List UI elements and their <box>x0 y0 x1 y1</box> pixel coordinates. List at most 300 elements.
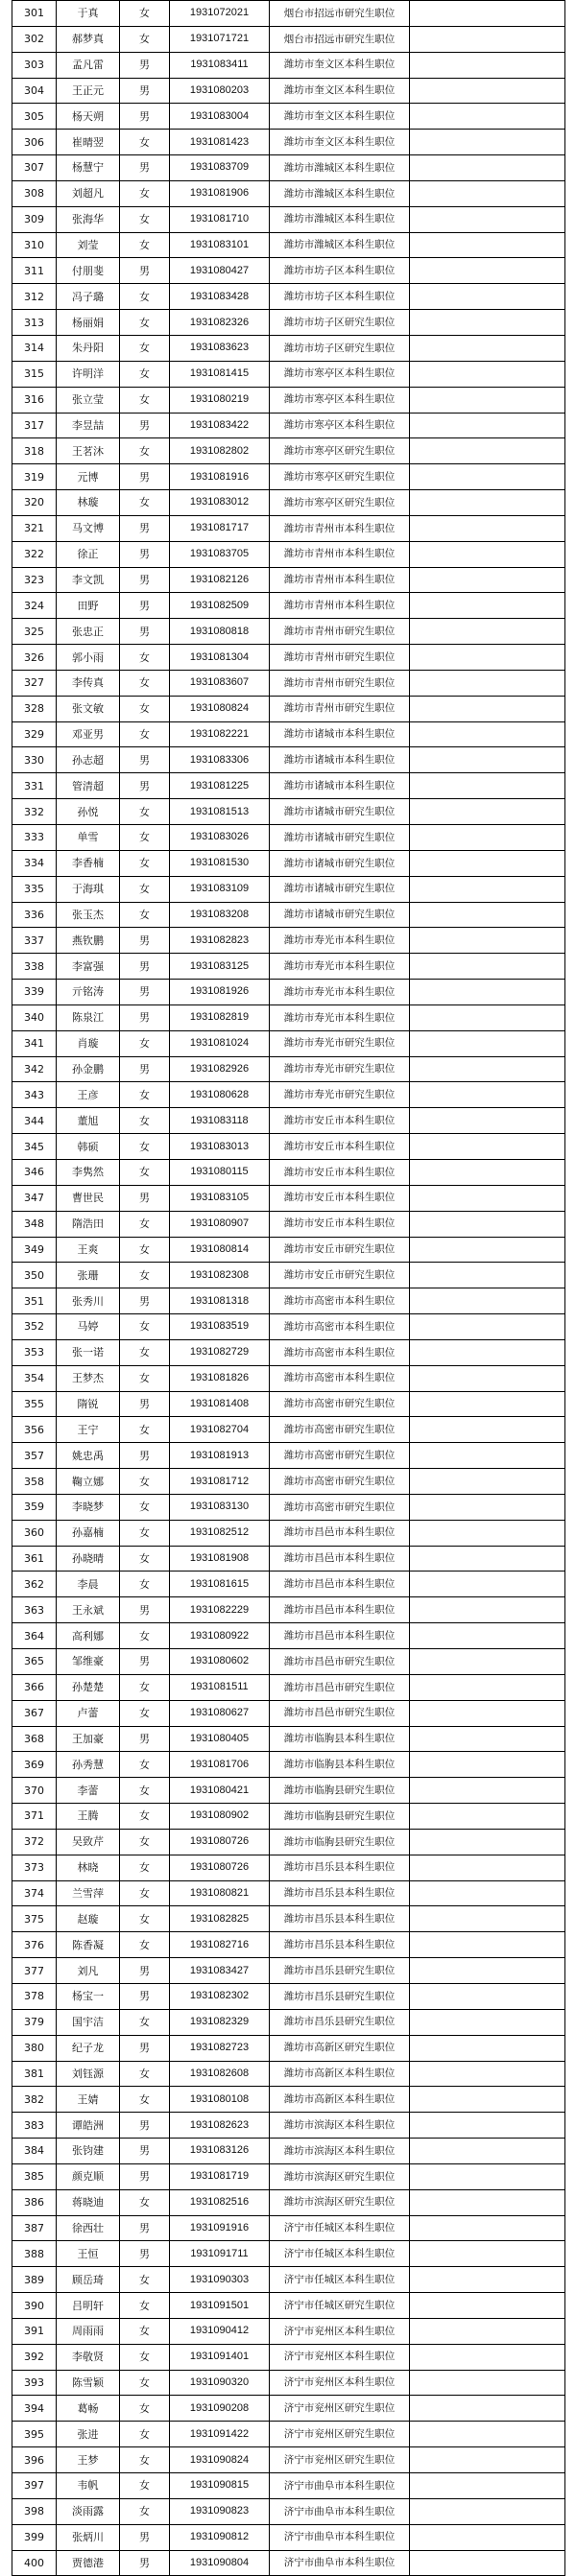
position-cell: 潍坊市寿光市本科生职位 <box>270 928 410 954</box>
table-row <box>12 1674 565 1700</box>
name-cell: 李文凯 <box>57 567 120 593</box>
seq-cell: 382 <box>12 2087 57 2113</box>
empty-cell <box>410 1494 565 1520</box>
empty-cell <box>410 130 565 155</box>
position-cell: 潍坊市安丘市本科生职位 <box>270 1134 410 1160</box>
position-cell: 潍坊市昌乐县研究生职位 <box>270 2009 410 2035</box>
table-row <box>12 2447 565 2473</box>
gender-cell: 女 <box>120 2447 170 2473</box>
gender-cell: 女 <box>120 1932 170 1958</box>
name-cell: 单雪 <box>57 825 120 851</box>
seq-cell: 363 <box>12 1597 57 1623</box>
exam-id-cell: 1931090804 <box>170 2550 270 2576</box>
table-row <box>12 2061 565 2087</box>
exam-id-cell: 1931090823 <box>170 2498 270 2524</box>
position-cell: 潍坊市寿光市本科生职位 <box>270 980 410 1005</box>
position-cell: 潍坊市奎文区本科生职位 <box>270 130 410 155</box>
empty-cell <box>410 2422 565 2447</box>
empty-cell <box>410 1674 565 1700</box>
name-cell: 朱丹阳 <box>57 335 120 361</box>
exam-id-cell: 1931080405 <box>170 1726 270 1752</box>
exam-id-cell: 1931082623 <box>170 2113 270 2139</box>
gender-cell: 女 <box>120 670 170 696</box>
seq-cell: 312 <box>12 284 57 310</box>
exam-id-cell: 1931091401 <box>170 2344 270 2370</box>
empty-cell <box>410 2318 565 2344</box>
table-row <box>12 1134 565 1160</box>
gender-cell: 女 <box>120 2422 170 2447</box>
seq-cell: 326 <box>12 645 57 671</box>
name-cell: 张立莹 <box>57 387 120 413</box>
exam-id-cell: 1931082329 <box>170 2009 270 2035</box>
name-cell: 郭小雨 <box>57 645 120 671</box>
gender-cell: 女 <box>120 335 170 361</box>
exam-id-cell: 1931082608 <box>170 2061 270 2087</box>
gender-cell: 男 <box>120 1983 170 2009</box>
gender-cell: 男 <box>120 2241 170 2267</box>
position-cell: 潍坊市安丘市本科生职位 <box>270 1159 410 1185</box>
seq-cell: 323 <box>12 567 57 593</box>
gender-cell: 女 <box>120 2087 170 2113</box>
table-row <box>12 26 565 52</box>
position-cell: 潍坊市昌邑市研究生职位 <box>270 1700 410 1726</box>
exam-id-cell: 1931080824 <box>170 696 270 721</box>
empty-cell <box>410 1365 565 1391</box>
position-cell: 潍坊市寿光市研究生职位 <box>270 1056 410 1082</box>
empty-cell <box>410 1932 565 1958</box>
exam-id-cell: 1931083607 <box>170 670 270 696</box>
seq-cell: 318 <box>12 438 57 464</box>
gender-cell: 男 <box>120 980 170 1005</box>
seq-cell: 314 <box>12 335 57 361</box>
exam-id-cell: 1931081712 <box>170 1469 270 1495</box>
name-cell: 冯子璐 <box>57 284 120 310</box>
name-cell: 马文博 <box>57 515 120 541</box>
exam-id-cell: 1931082326 <box>170 310 270 336</box>
position-cell: 济宁市曲阜市本科生职位 <box>270 2550 410 2576</box>
seq-cell: 372 <box>12 1829 57 1855</box>
table-row <box>12 2293 565 2319</box>
empty-cell <box>410 78 565 104</box>
name-cell: 李隽然 <box>57 1159 120 1185</box>
position-cell: 潍坊市青州市研究生职位 <box>270 619 410 645</box>
name-cell: 兰雪萍 <box>57 1880 120 1906</box>
empty-cell <box>410 1880 565 1906</box>
name-cell: 隋锐 <box>57 1391 120 1417</box>
seq-cell: 315 <box>12 361 57 387</box>
gender-cell: 女 <box>120 1339 170 1365</box>
name-cell: 周雨雨 <box>57 2318 120 2344</box>
table-row <box>12 876 565 902</box>
gender-cell: 女 <box>120 1804 170 1830</box>
position-cell: 潍坊市寒亭区本科生职位 <box>270 361 410 387</box>
table-row <box>12 619 565 645</box>
exam-id-cell: 1931083709 <box>170 155 270 181</box>
seq-cell: 348 <box>12 1211 57 1237</box>
name-cell: 许明洋 <box>57 361 120 387</box>
position-cell: 潍坊市诸城市研究生职位 <box>270 876 410 902</box>
exam-id-cell: 1931082729 <box>170 1339 270 1365</box>
position-cell: 潍坊市奎文区本科生职位 <box>270 52 410 78</box>
position-cell: 潍坊市临朐县研究生职位 <box>270 1804 410 1830</box>
gender-cell: 女 <box>120 2318 170 2344</box>
seq-cell: 338 <box>12 954 57 980</box>
exam-id-cell: 1931080219 <box>170 387 270 413</box>
table-row <box>12 1649 565 1675</box>
table-row <box>12 1597 565 1623</box>
gender-cell: 男 <box>120 928 170 954</box>
empty-cell <box>410 1134 565 1160</box>
name-cell: 刘超凡 <box>57 180 120 206</box>
seq-cell: 350 <box>12 1263 57 1288</box>
empty-cell <box>410 1649 565 1675</box>
table-row <box>12 1778 565 1804</box>
gender-cell: 女 <box>120 387 170 413</box>
table-row <box>12 155 565 181</box>
name-cell: 孙楚楚 <box>57 1674 120 1700</box>
empty-cell <box>410 954 565 980</box>
empty-cell <box>410 2267 565 2293</box>
empty-cell <box>410 1339 565 1365</box>
exam-id-cell: 1931081423 <box>170 130 270 155</box>
empty-cell <box>410 2396 565 2422</box>
position-cell: 潍坊市寿光市本科生职位 <box>270 954 410 980</box>
table-row <box>12 825 565 851</box>
empty-cell <box>410 387 565 413</box>
table-row <box>12 104 565 130</box>
empty-cell <box>410 2139 565 2164</box>
position-cell: 潍坊市诸城市本科生职位 <box>270 721 410 747</box>
position-cell: 潍坊市高密市研究生职位 <box>270 1391 410 1417</box>
empty-cell <box>410 2293 565 2319</box>
name-cell: 邹维豪 <box>57 1649 120 1675</box>
gender-cell: 女 <box>120 2344 170 2370</box>
exam-id-cell: 1931080421 <box>170 1778 270 1804</box>
table-row <box>12 1365 565 1391</box>
seq-cell: 373 <box>12 1855 57 1880</box>
seq-cell: 396 <box>12 2447 57 2473</box>
table-row <box>12 1494 565 1520</box>
gender-cell: 女 <box>120 2396 170 2422</box>
table-row <box>12 2241 565 2267</box>
empty-cell <box>410 1082 565 1108</box>
gender-cell: 女 <box>120 310 170 336</box>
name-cell: 颜克顺 <box>57 2163 120 2189</box>
table-row <box>12 1983 565 2009</box>
empty-cell <box>410 2344 565 2370</box>
name-cell: 张钧建 <box>57 2139 120 2164</box>
name-cell: 王梦杰 <box>57 1365 120 1391</box>
candidate-table-body <box>12 1 565 2576</box>
gender-cell: 女 <box>120 2473 170 2499</box>
empty-cell <box>410 490 565 516</box>
seq-cell: 394 <box>12 2396 57 2422</box>
position-cell: 潍坊市寒亭区本科生职位 <box>270 387 410 413</box>
exam-id-cell: 1931083118 <box>170 1108 270 1134</box>
position-cell: 潍坊市昌乐县研究生职位 <box>270 1983 410 2009</box>
table-row <box>12 1623 565 1649</box>
name-cell: 孙嘉楠 <box>57 1520 120 1546</box>
name-cell: 张进 <box>57 2422 120 2447</box>
seq-cell: 335 <box>12 876 57 902</box>
exam-id-cell: 1931080821 <box>170 1880 270 1906</box>
empty-cell <box>410 1159 565 1185</box>
seq-cell: 325 <box>12 619 57 645</box>
gender-cell: 男 <box>120 1649 170 1675</box>
gender-cell: 男 <box>120 619 170 645</box>
seq-cell: 367 <box>12 1700 57 1726</box>
empty-cell <box>410 2061 565 2087</box>
gender-cell: 女 <box>120 1855 170 1880</box>
exam-id-cell: 1931080726 <box>170 1829 270 1855</box>
table-row <box>12 2163 565 2189</box>
position-cell: 潍坊市临朐县本科生职位 <box>270 1752 410 1778</box>
exam-id-cell: 1931081717 <box>170 515 270 541</box>
empty-cell <box>410 413 565 438</box>
name-cell: 孙晓晴 <box>57 1546 120 1572</box>
seq-cell: 388 <box>12 2241 57 2267</box>
seq-cell: 342 <box>12 1056 57 1082</box>
name-cell: 谭皓洲 <box>57 2113 120 2139</box>
position-cell: 潍坊市昌邑市本科生职位 <box>270 1597 410 1623</box>
position-cell: 潍坊市高密市本科生职位 <box>270 1288 410 1314</box>
position-cell: 潍坊市潍城区本科生职位 <box>270 155 410 181</box>
seq-cell: 345 <box>12 1134 57 1160</box>
name-cell: 王加豪 <box>57 1726 120 1752</box>
gender-cell: 男 <box>120 1056 170 1082</box>
empty-cell <box>410 1443 565 1469</box>
position-cell: 潍坊市寒亭区研究生职位 <box>270 438 410 464</box>
exam-id-cell: 1931081916 <box>170 464 270 490</box>
gender-cell: 男 <box>120 258 170 284</box>
exam-id-cell: 1931080602 <box>170 1649 270 1675</box>
position-cell: 潍坊市寒亭区研究生职位 <box>270 490 410 516</box>
seq-cell: 378 <box>12 1983 57 2009</box>
exam-id-cell: 1931083126 <box>170 2139 270 2164</box>
gender-cell: 男 <box>120 773 170 799</box>
table-row <box>12 2396 565 2422</box>
empty-cell <box>410 232 565 258</box>
table-row <box>12 1726 565 1752</box>
name-cell: 张玉杰 <box>57 902 120 928</box>
exam-id-cell: 1931081826 <box>170 1365 270 1391</box>
gender-cell: 男 <box>120 2139 170 2164</box>
position-cell: 潍坊市诸城市本科生职位 <box>270 773 410 799</box>
empty-cell <box>410 310 565 336</box>
name-cell: 王宁 <box>57 1417 120 1443</box>
seq-cell: 301 <box>12 1 57 27</box>
exam-id-cell: 1931081908 <box>170 1546 270 1572</box>
position-cell: 潍坊市临朐县研究生职位 <box>270 1778 410 1804</box>
position-cell: 潍坊市诸城市研究生职位 <box>270 799 410 825</box>
table-row <box>12 747 565 773</box>
table-row <box>12 902 565 928</box>
gender-cell: 男 <box>120 1958 170 1984</box>
exam-id-cell: 1931083411 <box>170 52 270 78</box>
seq-cell: 329 <box>12 721 57 747</box>
empty-cell <box>410 1778 565 1804</box>
gender-cell: 女 <box>120 2370 170 2396</box>
exam-id-cell: 1931083125 <box>170 954 270 980</box>
empty-cell <box>410 747 565 773</box>
seq-cell: 365 <box>12 1649 57 1675</box>
seq-cell: 370 <box>12 1778 57 1804</box>
name-cell: 吕明轩 <box>57 2293 120 2319</box>
position-cell: 潍坊市高密市研究生职位 <box>270 1494 410 1520</box>
seq-cell: 347 <box>12 1185 57 1211</box>
seq-cell: 336 <box>12 902 57 928</box>
empty-cell <box>410 1108 565 1134</box>
gender-cell: 女 <box>120 721 170 747</box>
exam-id-cell: 1931082509 <box>170 593 270 619</box>
table-row <box>12 2189 565 2215</box>
table-row <box>12 593 565 619</box>
seq-cell: 398 <box>12 2498 57 2524</box>
gender-cell: 女 <box>120 1417 170 1443</box>
empty-cell <box>410 1597 565 1623</box>
name-cell: 淡雨露 <box>57 2498 120 2524</box>
name-cell: 王婧 <box>57 2087 120 2113</box>
gender-cell: 男 <box>120 1391 170 1417</box>
empty-cell <box>410 1546 565 1572</box>
exam-id-cell: 1931083705 <box>170 541 270 567</box>
gender-cell: 女 <box>120 130 170 155</box>
position-cell: 济宁市任城区本科生职位 <box>270 2267 410 2293</box>
seq-cell: 330 <box>12 747 57 773</box>
position-cell: 潍坊市滨海区研究生职位 <box>270 2163 410 2189</box>
empty-cell <box>410 567 565 593</box>
position-cell: 潍坊市昌邑市研究生职位 <box>270 1649 410 1675</box>
table-row <box>12 721 565 747</box>
table-row <box>12 52 565 78</box>
exam-id-cell: 1931081408 <box>170 1391 270 1417</box>
table-row <box>12 1030 565 1056</box>
seq-cell: 332 <box>12 799 57 825</box>
position-cell: 潍坊市安丘市研究生职位 <box>270 1237 410 1263</box>
gender-cell: 女 <box>120 1469 170 1495</box>
gender-cell: 女 <box>120 1134 170 1160</box>
table-row <box>12 2035 565 2061</box>
gender-cell: 男 <box>120 2163 170 2189</box>
seq-cell: 397 <box>12 2473 57 2499</box>
empty-cell <box>410 773 565 799</box>
table-row <box>12 670 565 696</box>
seq-cell: 385 <box>12 2163 57 2189</box>
empty-cell <box>410 1752 565 1778</box>
table-row <box>12 1082 565 1108</box>
name-cell: 杨慧宁 <box>57 155 120 181</box>
position-cell: 潍坊市昌乐县本科生职位 <box>270 1906 410 1932</box>
empty-cell <box>410 2163 565 2189</box>
position-cell: 潍坊市高新区研究生职位 <box>270 2035 410 2061</box>
exam-id-cell: 1931080726 <box>170 1855 270 1880</box>
table-row <box>12 1443 565 1469</box>
empty-cell <box>410 2370 565 2396</box>
position-cell: 潍坊市高密市研究生职位 <box>270 1443 410 1469</box>
empty-cell <box>410 155 565 181</box>
exam-id-cell: 1931082723 <box>170 2035 270 2061</box>
seq-cell: 360 <box>12 1520 57 1546</box>
empty-cell <box>410 1958 565 1984</box>
seq-cell: 352 <box>12 1314 57 1340</box>
exam-id-cell: 1931083427 <box>170 1958 270 1984</box>
name-cell: 纪子龙 <box>57 2035 120 2061</box>
gender-cell: 女 <box>120 490 170 516</box>
empty-cell <box>410 696 565 721</box>
exam-id-cell: 1931090824 <box>170 2447 270 2473</box>
gender-cell: 女 <box>120 1 170 27</box>
table-row <box>12 1855 565 1880</box>
position-cell: 济宁市曲阜市本科生职位 <box>270 2473 410 2499</box>
exam-id-cell: 1931080814 <box>170 1237 270 1263</box>
empty-cell <box>410 2447 565 2473</box>
gender-cell: 男 <box>120 413 170 438</box>
exam-id-cell: 1931080108 <box>170 2087 270 2113</box>
position-cell: 潍坊市高密市研究生职位 <box>270 1417 410 1443</box>
gender-cell: 女 <box>120 1906 170 1932</box>
name-cell: 李晨 <box>57 1572 120 1597</box>
gender-cell: 女 <box>120 1700 170 1726</box>
seq-cell: 333 <box>12 825 57 851</box>
empty-cell <box>410 1417 565 1443</box>
exam-id-cell: 1931081906 <box>170 180 270 206</box>
gender-cell: 女 <box>120 1263 170 1288</box>
exam-id-cell: 1931083428 <box>170 284 270 310</box>
table-row <box>12 954 565 980</box>
name-cell: 李富强 <box>57 954 120 980</box>
position-cell: 潍坊市奎文区本科生职位 <box>270 104 410 130</box>
position-cell: 济宁市曲阜市本科生职位 <box>270 2524 410 2550</box>
empty-cell <box>410 335 565 361</box>
position-cell: 烟台市招远市研究生职位 <box>270 1 410 27</box>
empty-cell <box>410 645 565 671</box>
seq-cell: 377 <box>12 1958 57 1984</box>
name-cell: 肖璇 <box>57 1030 120 1056</box>
gender-cell: 男 <box>120 954 170 980</box>
gender-cell: 女 <box>120 2267 170 2293</box>
name-cell: 刘凡 <box>57 1958 120 1984</box>
seq-cell: 374 <box>12 1880 57 1906</box>
table-row <box>12 2498 565 2524</box>
position-cell: 济宁市任城区研究生职位 <box>270 2293 410 2319</box>
gender-cell: 男 <box>120 2113 170 2139</box>
empty-cell <box>410 1700 565 1726</box>
table-row <box>12 1700 565 1726</box>
gender-cell: 女 <box>120 645 170 671</box>
name-cell: 葛畅 <box>57 2396 120 2422</box>
exam-id-cell: 1931080922 <box>170 1623 270 1649</box>
seq-cell: 375 <box>12 1906 57 1932</box>
table-row <box>12 2422 565 2447</box>
exam-id-cell: 1931080427 <box>170 258 270 284</box>
empty-cell <box>410 464 565 490</box>
table-row <box>12 130 565 155</box>
table-row <box>12 1880 565 1906</box>
name-cell: 马婷 <box>57 1314 120 1340</box>
name-cell: 孟凡雷 <box>57 52 120 78</box>
empty-cell <box>410 361 565 387</box>
gender-cell: 女 <box>120 180 170 206</box>
seq-cell: 368 <box>12 1726 57 1752</box>
gender-cell: 男 <box>120 1443 170 1469</box>
gender-cell: 女 <box>120 1082 170 1108</box>
name-cell: 张忠正 <box>57 619 120 645</box>
name-cell: 卢蕾 <box>57 1700 120 1726</box>
position-cell: 潍坊市临朐县研究生职位 <box>270 1829 410 1855</box>
gender-cell: 男 <box>120 1288 170 1314</box>
exam-id-cell: 1931081511 <box>170 1674 270 1700</box>
name-cell: 王腾 <box>57 1804 120 1830</box>
